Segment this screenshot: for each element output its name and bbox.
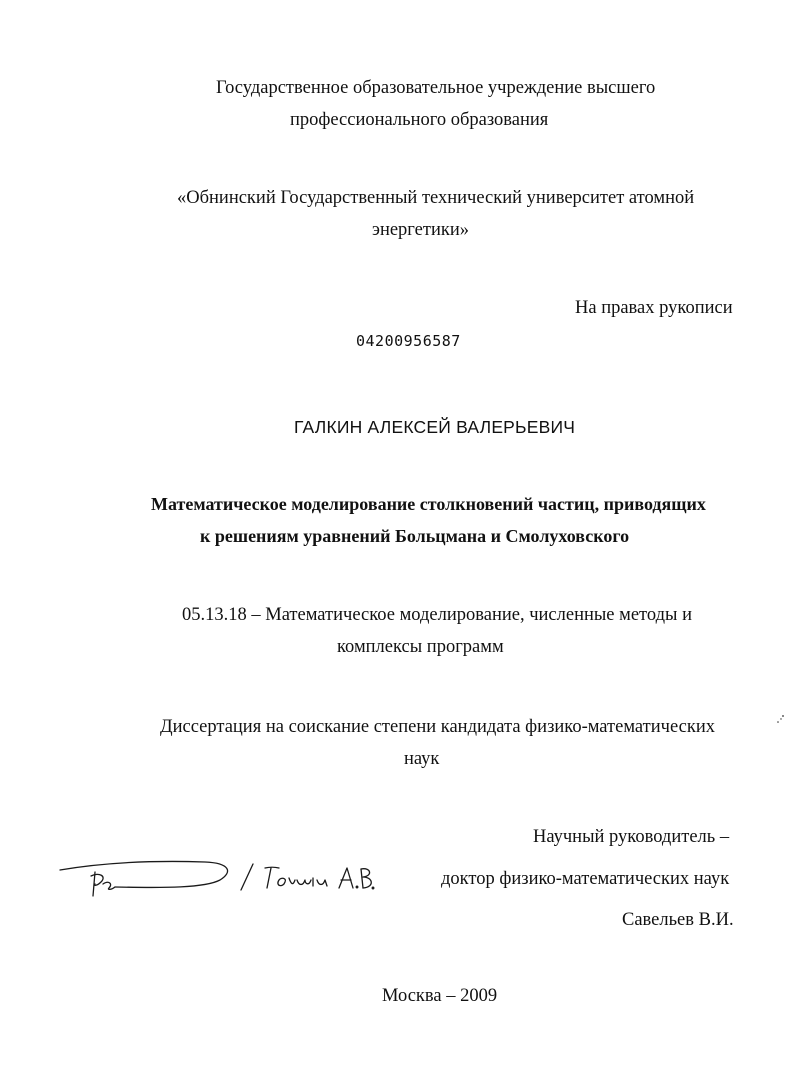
handwritten-signature	[55, 850, 385, 910]
specialty-line-1: 05.13.18 – Математическое моделирование, численные методы и	[182, 605, 692, 625]
supervisor-degree: доктор физико-математических наук	[441, 869, 730, 889]
thesis-title-line-1: Математическое моделирование столкновений частиц, приводящих	[151, 494, 706, 514]
university-line-1: «Обнинский Государственный технический университет атомной	[177, 188, 695, 208]
university-line-2: энергетики»	[372, 220, 469, 240]
scan-speck	[776, 714, 786, 724]
thesis-title-line-2: к решениям уравнений Больцмана и Смолуховского	[200, 526, 630, 546]
supervisor-name: Савельев В.И.	[622, 910, 734, 930]
manuscript-note: На правах рукописи	[575, 298, 733, 318]
institution-line-2: профессионального образования	[290, 110, 549, 130]
specialty-line-2: комплексы программ	[337, 637, 504, 657]
degree-line-2: наук	[404, 749, 440, 769]
author-name: ГАЛКИН АЛЕКСЕЙ ВАЛЕРЬЕВИЧ	[294, 417, 576, 437]
institution-line-1: Государственное образовательное учреждение высшего	[216, 78, 656, 98]
footer-city-year: Москва – 2009	[382, 986, 498, 1006]
degree-line-1: Диссертация на соискание степени кандидата физико-математических	[160, 717, 715, 737]
registration-number: 04200956587	[356, 332, 461, 350]
supervisor-label: Научный руководитель –	[533, 827, 730, 847]
